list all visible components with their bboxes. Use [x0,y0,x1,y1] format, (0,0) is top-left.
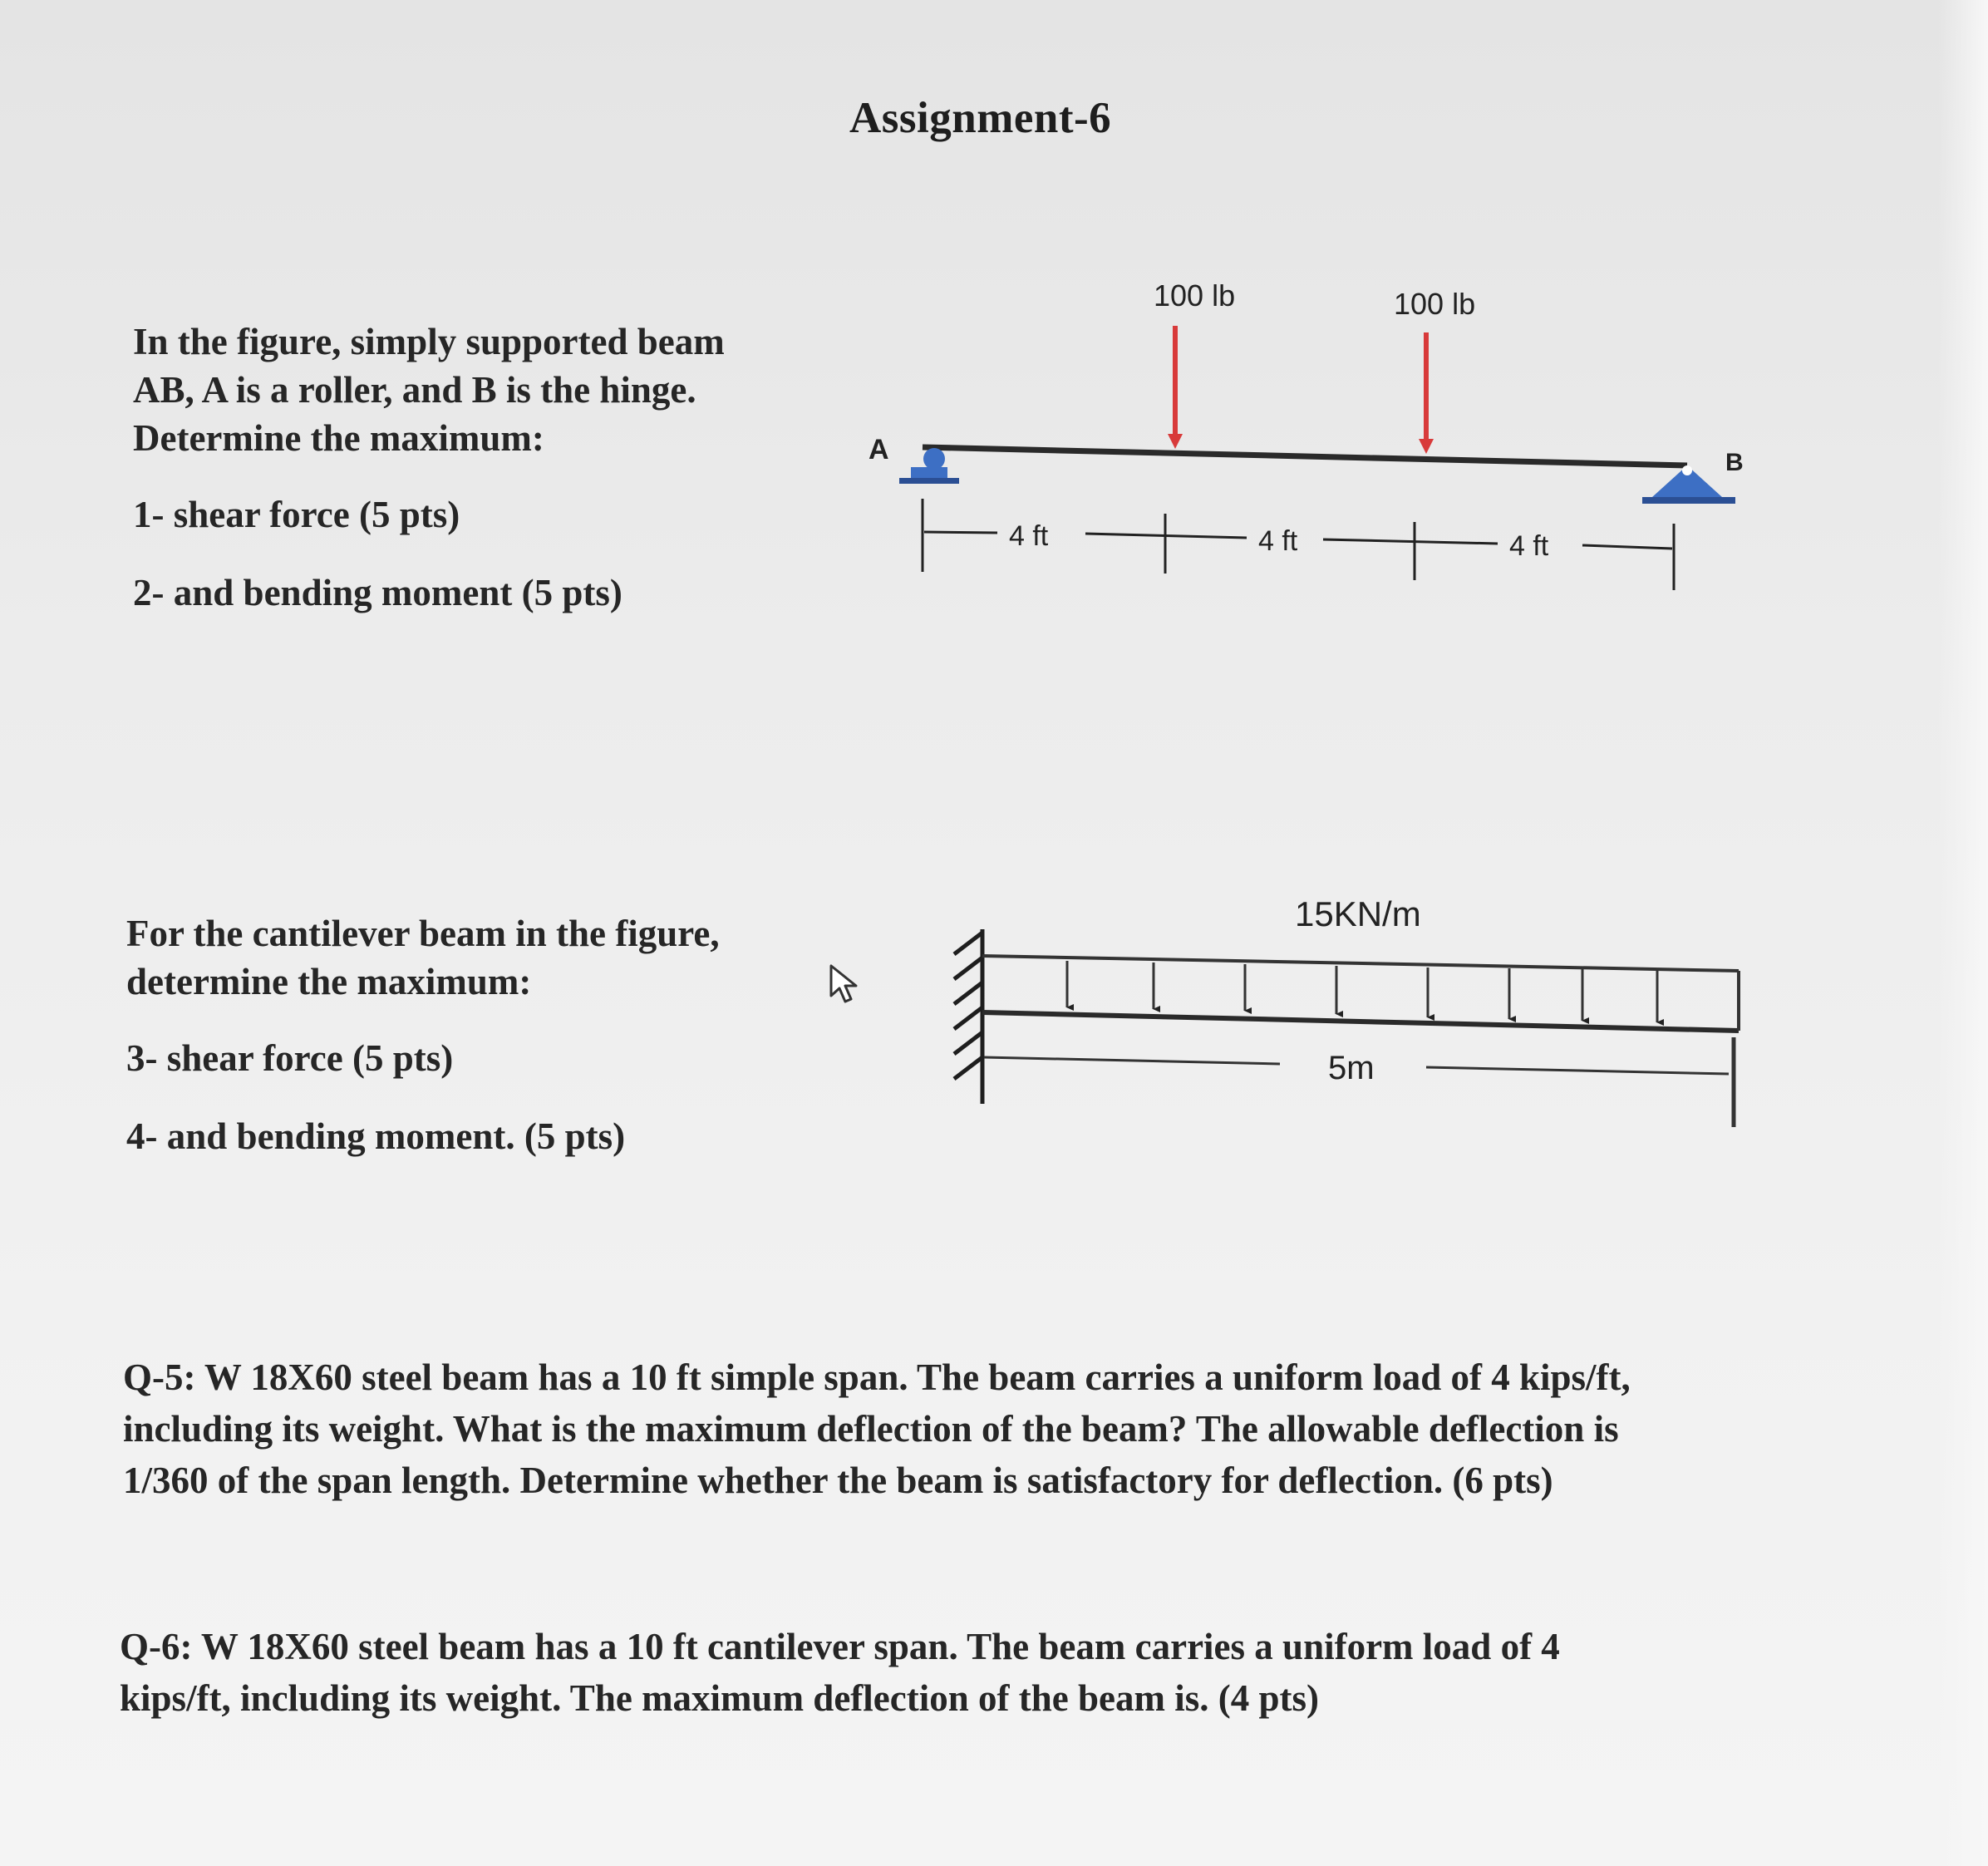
hinge-support-b [1642,465,1735,504]
label-b: B [1725,449,1744,476]
dim-2-label: 4 ft [1258,525,1298,557]
q5-line-2: including its weight. What is the maximum deflection of the beam? The allowable deflection is [123,1408,1619,1450]
q6-line-1: Q-6: W 18X60 steel beam has a 10 ft cantilever span. The beam carries a uniform load of 4 [120,1626,1560,1667]
roller-support-a [899,448,959,484]
q5-line-3: 1/360 of the span length. Determine whether the beam is satisfactory for deflection. (6 pts) [123,1460,1553,1501]
point-load-2 [1419,332,1434,454]
q2-item-moment: 4- and bending moment. (5 pts) [126,1115,626,1157]
q1-item-moment: 2- and bending moment (5 pts) [133,572,622,613]
beam-ab [923,447,1687,465]
q2-line-1: For the cantilever beam in the figure, [126,913,720,954]
q1-line-2: AB, A is a roller, and B is the hinge. [133,369,696,411]
q5-line-1: Q-5: W 18X60 steel beam has a 10 ft simple span. The beam carries a uniform load of 4 kips/ft, [123,1356,1631,1398]
dim-1-label: 4 ft [1009,520,1049,552]
q1-item-shear: 1- shear force (5 pts) [133,494,460,535]
distributed-load-label: 15KN/m [1295,894,1421,933]
mouse-pointer-icon [828,963,864,1010]
cantilever-beam [982,1012,1739,1031]
q2-line-2: determine the maximum: [126,961,532,1002]
dim-3-label: 4 ft [1509,530,1549,562]
q1-line-3: Determine the maximum: [133,417,544,459]
q2-item-shear: 3- shear force (5 pts) [126,1037,454,1079]
span-label: 5m [1328,1050,1375,1086]
page-title: Assignment-6 [849,94,1112,142]
load-1-label: 100 lb [1154,278,1236,313]
point-load-1 [1168,326,1183,449]
load-2-label: 100 lb [1394,287,1476,321]
label-a: A [869,434,889,465]
figure-simply-supported-beam [869,278,1744,590]
figure-cantilever-beam [954,894,1739,1127]
q6-line-2: kips/ft, including its weight. The maximum deflection of the beam is. (4 pts) [120,1677,1319,1719]
fixed-support-wall [954,929,982,1104]
q1-line-1: In the figure, simply supported beam [133,321,725,362]
